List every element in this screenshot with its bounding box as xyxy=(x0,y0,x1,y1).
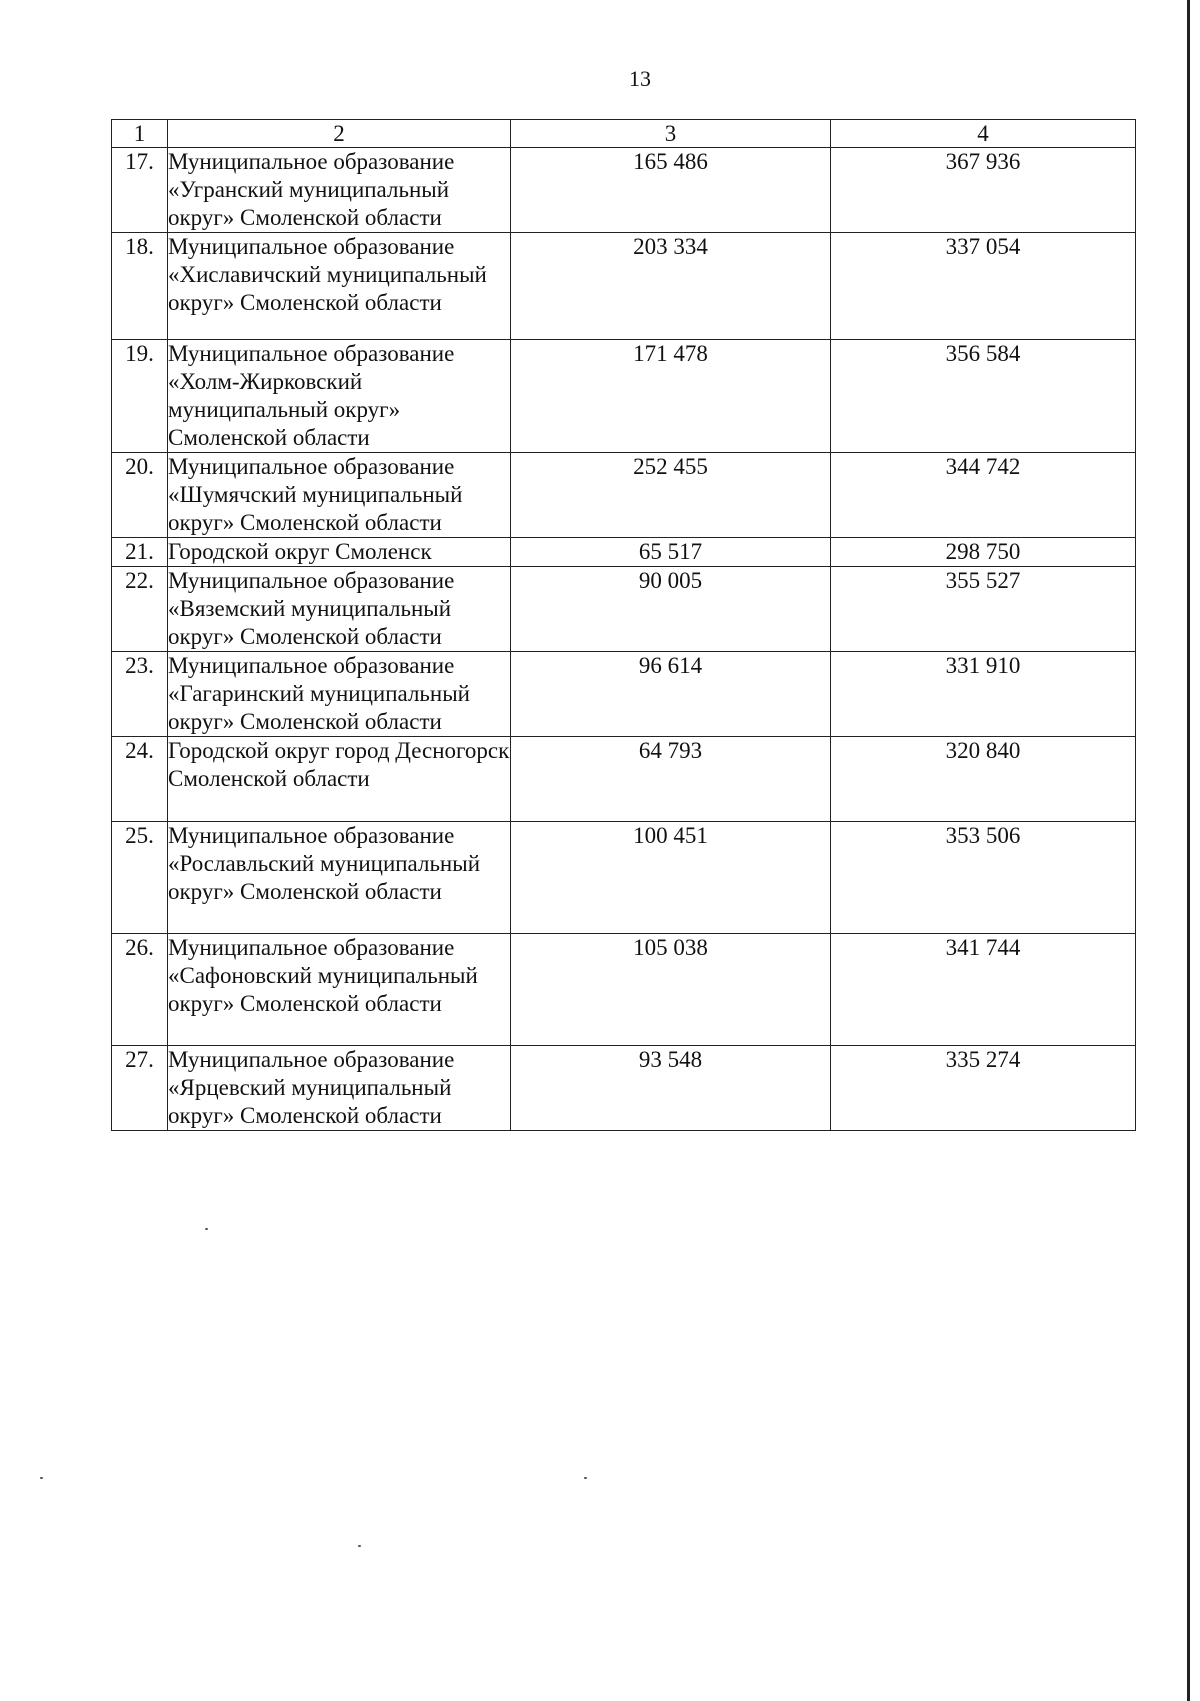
scan-speck xyxy=(358,1545,361,1547)
header-col-1: 1 xyxy=(112,120,168,148)
table-row xyxy=(112,822,1136,934)
value-col-4: 337 054 xyxy=(831,233,1136,340)
scan-edge-line xyxy=(1187,0,1190,1701)
value-col-4: 331 910 xyxy=(831,652,1136,737)
value-col-4: 356 584 xyxy=(831,340,1136,453)
municipality-name: Городской округ Смоленск xyxy=(168,538,511,567)
value-col-3: 90 005 xyxy=(511,567,831,652)
table-header-row xyxy=(112,120,1136,148)
municipality-name: Муниципальное образование «Шумячский муниципальный округ» Смоленской области xyxy=(168,453,511,538)
scan-speck xyxy=(205,1228,208,1230)
table-row xyxy=(112,538,1136,567)
table-row xyxy=(112,148,1136,233)
value-col-3: 100 451 xyxy=(511,822,831,934)
value-col-4: 367 936 xyxy=(831,148,1136,233)
scan-speck xyxy=(40,1477,43,1479)
table-row xyxy=(112,340,1136,453)
row-number: 19. xyxy=(112,340,168,453)
table-row xyxy=(112,652,1136,737)
header-col-3: 3 xyxy=(511,120,831,148)
row-number: 22. xyxy=(112,567,168,652)
value-col-4: 341 744 xyxy=(831,934,1136,1046)
value-col-4: 335 274 xyxy=(831,1046,1136,1131)
table-row xyxy=(112,737,1136,822)
page-number: 13 xyxy=(629,66,651,91)
value-col-3: 105 038 xyxy=(511,934,831,1046)
header-col-4: 4 xyxy=(831,120,1136,148)
value-col-3: 96 614 xyxy=(511,652,831,737)
value-col-3: 65 517 xyxy=(511,538,831,567)
value-col-3: 64 793 xyxy=(511,737,831,822)
value-col-3: 171 478 xyxy=(511,340,831,453)
row-number: 20. xyxy=(112,453,168,538)
municipality-name: Муниципальное образование «Холм-Жирковский муниципальный округ» Смоленской области xyxy=(168,340,511,453)
value-col-3: 165 486 xyxy=(511,148,831,233)
data-table xyxy=(111,119,1136,1131)
table-row xyxy=(112,934,1136,1046)
municipality-name: Муниципальное образование «Рославльский муниципальный округ» Смоленской области xyxy=(168,822,511,934)
header-col-2: 2 xyxy=(168,120,511,148)
municipality-name: Муниципальное образование «Сафоновский муниципальный округ» Смоленской области xyxy=(168,934,511,1046)
value-col-4: 298 750 xyxy=(831,538,1136,567)
row-number: 26. xyxy=(112,934,168,1046)
row-number: 24. xyxy=(112,737,168,822)
value-col-4: 353 506 xyxy=(831,822,1136,934)
municipality-name: Муниципальное образование «Хиславичский муниципальный округ» Смоленской области xyxy=(168,233,511,340)
row-number: 21. xyxy=(112,538,168,567)
scan-speck xyxy=(584,1477,587,1479)
value-col-3: 93 548 xyxy=(511,1046,831,1131)
table-row xyxy=(112,567,1136,652)
municipality-name: Муниципальное образование «Гагаринский муниципальный округ» Смоленской области xyxy=(168,652,511,737)
row-number: 25. xyxy=(112,822,168,934)
table-row xyxy=(112,233,1136,340)
row-number: 27. xyxy=(112,1046,168,1131)
row-number: 17. xyxy=(112,148,168,233)
value-col-4: 344 742 xyxy=(831,453,1136,538)
municipality-name: Муниципальное образование «Угранский муниципальный округ» Смоленской области xyxy=(168,148,511,233)
table-row xyxy=(112,1046,1136,1131)
municipality-name: Городской округ город Десногорск Смоленской области xyxy=(168,737,511,822)
value-col-4: 320 840 xyxy=(831,737,1136,822)
table-body xyxy=(112,148,1136,1131)
value-col-3: 252 455 xyxy=(511,453,831,538)
value-col-4: 355 527 xyxy=(831,567,1136,652)
municipality-name: Муниципальное образование «Ярцевский муниципальный округ» Смоленской области xyxy=(168,1046,511,1131)
row-number: 23. xyxy=(112,652,168,737)
table-row xyxy=(112,453,1136,538)
row-number: 18. xyxy=(112,233,168,340)
municipality-name: Муниципальное образование «Вяземский муниципальный округ» Смоленской области xyxy=(168,567,511,652)
value-col-3: 203 334 xyxy=(511,233,831,340)
